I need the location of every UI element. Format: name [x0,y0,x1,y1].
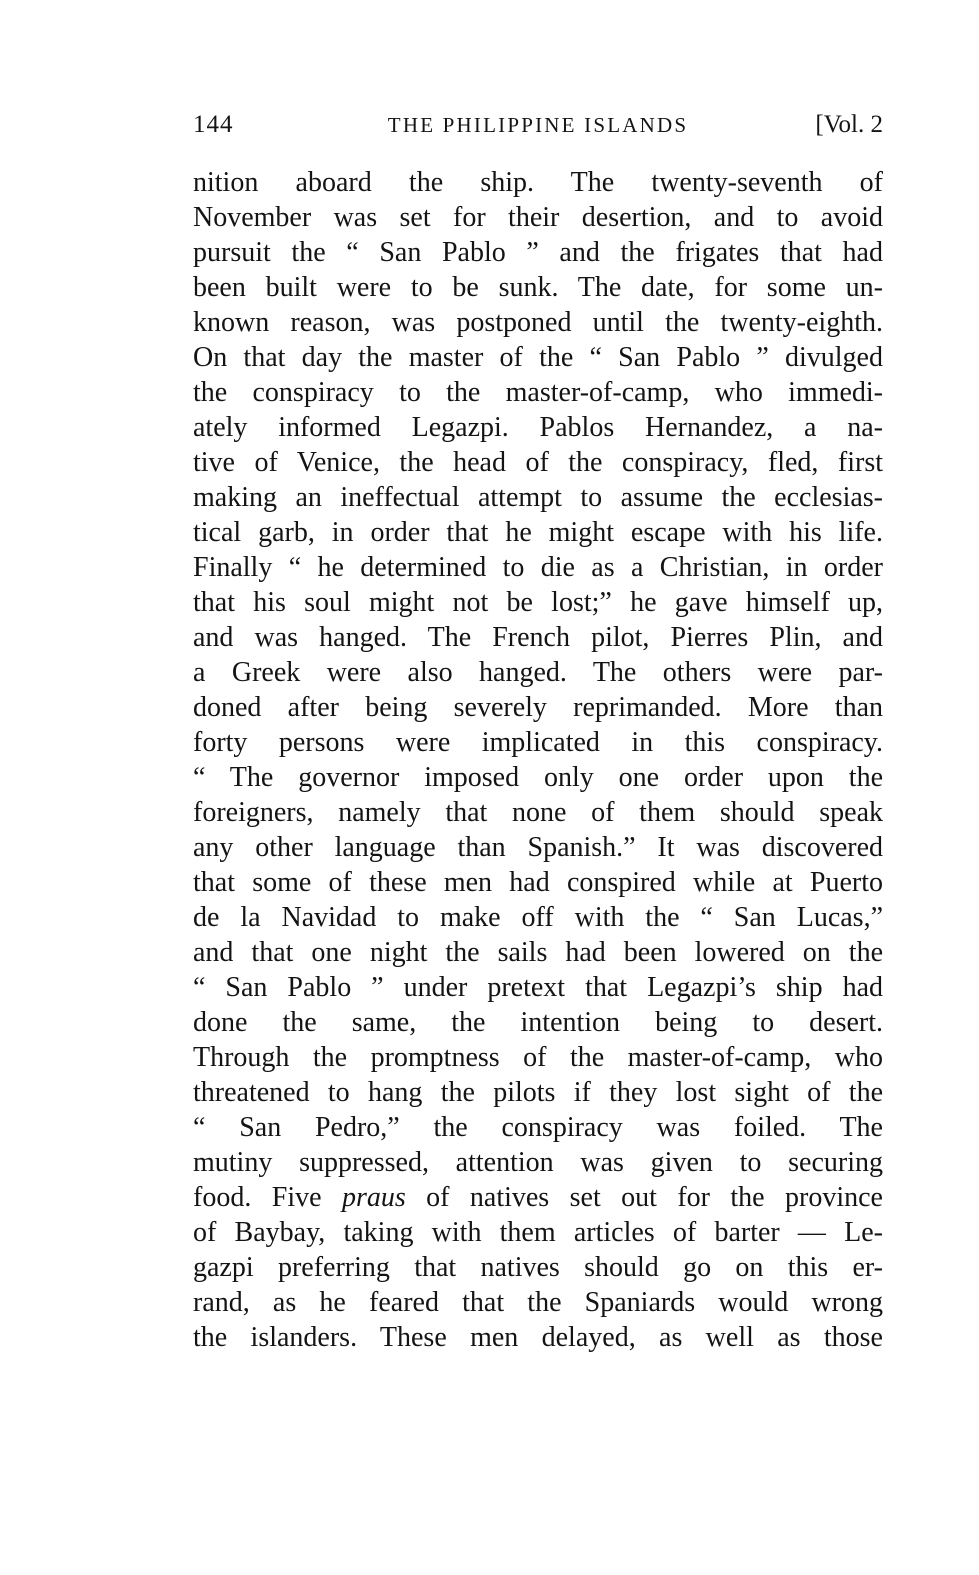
text-line: been built were to be sunk. The date, for some un- [193,272,883,303]
text-line-with-italic [193,1180,883,1215]
text-line: a Greek were also hanged. The others were par- [193,657,883,688]
running-title: THE PHILIPPINE ISLANDS [387,113,689,137]
text-line: Finally “ he determined to die as a Christian, in order [193,552,883,583]
text-line: “ The governor imposed only one order upon the [193,762,883,793]
text-line: of Baybay, taking with them articles of barter — Le- [193,1217,883,1248]
text-line: the islanders. These men delayed, as well as those [193,1322,883,1353]
text-line: mutiny suppressed, attention was given to securing [193,1147,883,1178]
text-line: that some of these men had conspired while at Puerto [193,867,883,898]
text-line: foreigners, namely that none of them should speak [193,797,883,828]
text-line: nition aboard the ship. The twenty-seventh of [193,167,883,198]
text-line: gazpi preferring that natives should go on this er- [193,1252,883,1283]
text-segment: food. Five [193,1182,342,1213]
text-line: and was hanged. The French pilot, Pierres Plin, and [193,622,883,653]
text-line: de la Navidad to make off with the “ San Lucas,” [193,902,883,933]
text-line: and that one night the sails had been lowered on the [193,937,883,968]
italic-word: praus [341,1182,406,1213]
body-text [193,165,883,1355]
text-segment: of natives set out for the province [405,1182,883,1213]
text-line: Through the promptness of the master-of-camp, who [193,1042,883,1073]
text-line: ately informed Legazpi. Pablos Hernandez, a na- [193,412,883,443]
text-line: done the same, the intention being to desert. [193,1007,883,1038]
text-line: “ San Pablo ” under pretext that Legazpi’s ship had [193,972,883,1003]
page-number: 144 [193,111,234,138]
text-line: rand, as he feared that the Spaniards would wrong [193,1287,883,1318]
text-line: forty persons were implicated in this conspiracy. [193,727,883,758]
text-line: pursuit the “ San Pablo ” and the frigates that had [193,237,883,268]
running-head [193,108,883,142]
text-line: any other language than Spanish.” It was discovered [193,832,883,863]
text-line: tical garb, in order that he might escape with his life. [193,517,883,548]
text-line: On that day the master of the “ San Pablo ” divulged [193,342,883,373]
text-line: that his soul might not be lost;” he gave himself up, [193,587,883,618]
text-line: threatened to hang the pilots if they lost sight of the [193,1077,883,1108]
text-line: the conspiracy to the master-of-camp, who immedi- [193,377,883,408]
volume-label: [Vol. 2 [815,111,883,138]
text-line: November was set for their desertion, and to avoid [193,202,883,233]
text-line: “ San Pedro,” the conspiracy was foiled. The [193,1112,883,1143]
text-line: making an ineffectual attempt to assume the ecclesias- [193,482,883,513]
text-line: known reason, was postponed until the twenty-eighth. [193,307,883,338]
text-line: tive of Venice, the head of the conspiracy, fled, first [193,447,883,478]
text-line: doned after being severely reprimanded. More than [193,692,883,723]
